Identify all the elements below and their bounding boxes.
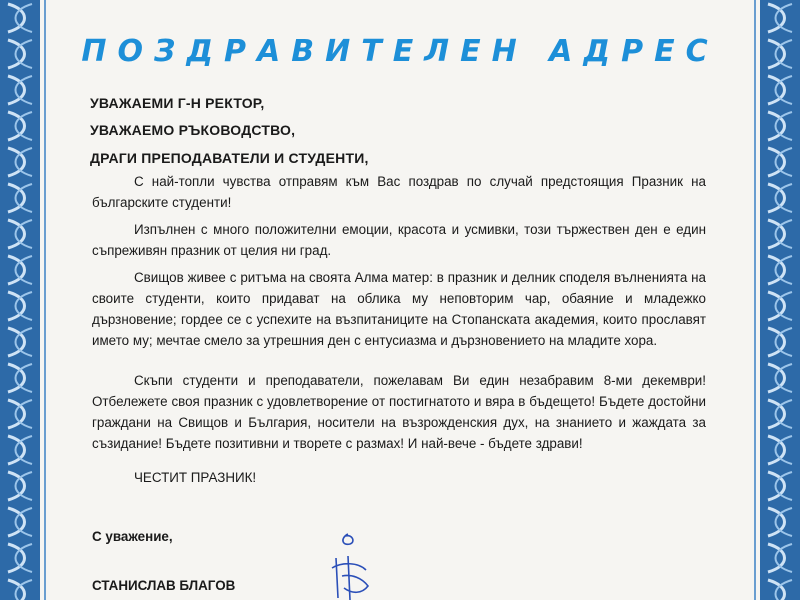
border-inner-line-left <box>44 0 46 600</box>
border-pattern-icon <box>760 0 800 600</box>
paragraph-greeting: С най-топли чувства отправям към Вас поздрав по случай предстоящия Празник на българските студенти! <box>92 174 706 210</box>
salutation-teachers-students: ДРАГИ ПРЕПОДАВАТЕЛИ И СТУДЕНТИ, <box>90 150 369 166</box>
decorative-border-right <box>760 0 800 600</box>
decorative-border-left <box>0 0 40 600</box>
paragraph-wishes: Скъпи студенти и преподаватели, пожелавам Ви един незабравим 8-ми декември! Отбележете своя празник с удовлетворение от постигнатото и вяра в бъдещето! Бъдете достойни граждани на Свищов и България, носители на възрожденския дух, на знанието и жаждата за съзидание! Бъдете позитивни и творете с размах! И най-вече - бъдете здрави! <box>92 373 706 451</box>
paragraph-emotions: Изпълнен с много положителни емоции, красота и усмивки, този тържествен ден е един съпреживян празник от целия ни град. <box>92 222 706 258</box>
signature-icon <box>318 528 378 600</box>
document-title: ПОЗДРАВИТЕЛЕН АДРЕС <box>81 34 719 69</box>
border-pattern-icon <box>0 0 40 600</box>
signer-name: СТАНИСЛАВ БЛАГОВ <box>92 578 236 593</box>
salutation-rector: УВАЖАЕМИ Г-Н РЕКТОР, <box>90 95 265 111</box>
salutation-management: УВАЖАЕМО РЪКОВОДСТВО, <box>90 122 296 138</box>
border-inner-line-right <box>754 0 756 600</box>
closing-regards: С уважение, <box>92 529 173 544</box>
paragraph-svishtov: Свищов живее с ритъма на своята Алма матер: в празник и делник споделя вълненията на своите студенти, които придават на облика му неповторим чар, обаяние и младежко дързновение; гордее се с успехите на възпитаниците на Стопанската академия, които прославят името му; мечтае смело за утрешния ден с ентусиазма и дързновението на младите хора. <box>92 270 706 348</box>
celebration-line: ЧЕСТИТ ПРАЗНИК! <box>134 470 257 485</box>
